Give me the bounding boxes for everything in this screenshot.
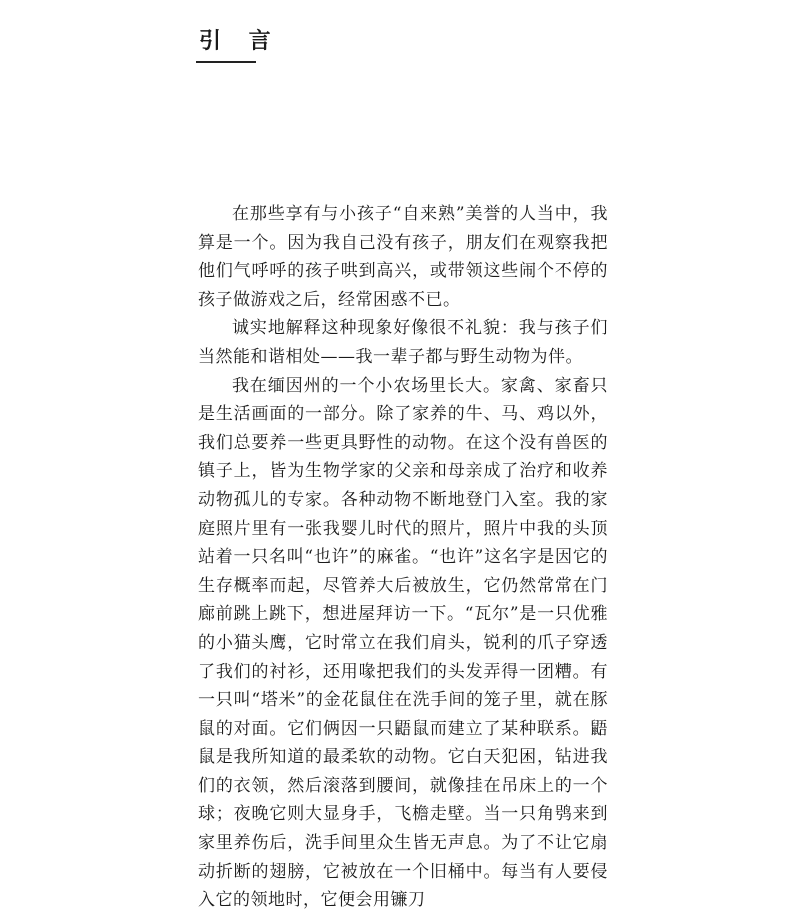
chapter-title: 引 言 [199,29,281,54]
heading-underline [196,61,256,63]
paragraph-2: 诚实地解释这种现象好像很不礼貌：我与孩子们当然能和谐相处——我一辈子都与野生动物为伴。 [198,318,608,367]
chapter-heading-block [196,28,281,63]
paragraph-1: 在那些享有与小孩子“自来熟”美誉的人当中，我算是一个。因为我自己没有孩子，朋友们在观察我把他们气呼呼的孩子哄到高兴，或带领这些闹个不停的孩子做游戏之后，经常困惑不已。 [198,204,608,310]
paragraph-3: 我在缅因州的一个小农场里长大。家禽、家畜只是生活画面的一部分。除了家养的牛、马、鸡以外，我们总要养一些更具野性的动物。在这个没有兽医的镇子上，皆为生物学家的父亲和母亲成了治疗和收养动物孤儿的专家。各种动物不断地登门入室。我的家庭照片里有一张我婴儿时代的照片，照片中我的头顶站着一只名叫“也许”的麻雀。“也许”这名字是因它的生存概率而起，尽管养大后被放生，它仍然常常在门廊前跳上跳下，想进屋拜访一下。“瓦尔”是一只优雅的小猫头鹰，它时常立在我们肩头，锐利的爪子穿透了我们的衬衫，还用喙把我们的头发弄得一团糟。有一只叫“塔米”的金花鼠住在洗手间的笼子里，就在豚鼠的对面。它们俩因一只鼯鼠而建立了某种联系。鼯鼠是我所知道的最柔软的动物。它白天犯困，钻进我们的衣领，然后滚落到腰间，就像挂在吊床上的一个球；夜晚它则大显身手，飞檐走壁。当一只角鸮来到家里养伤后，洗手间里众生皆无声息。为了不让它扇动折断的翅膀，它被放在一个旧桶中。每当有人要侵入它的领地时，它便会用镰刀 [198,375,608,911]
body-text [198,200,608,915]
